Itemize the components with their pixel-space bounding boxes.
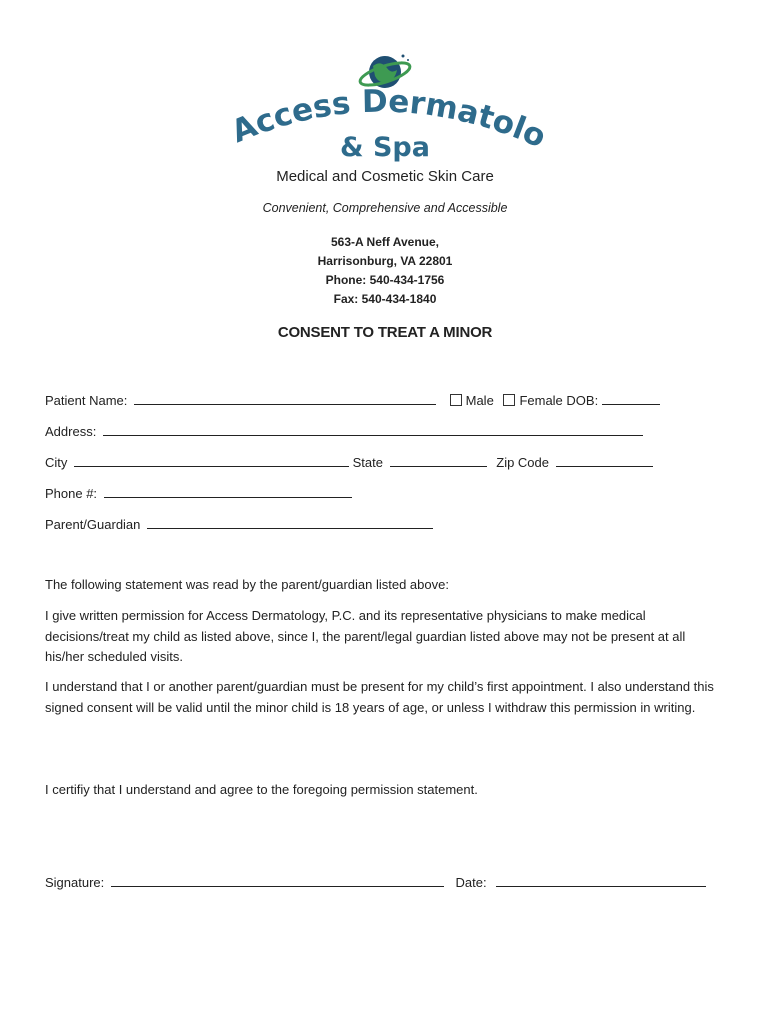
state-field[interactable] bbox=[390, 454, 487, 467]
logo-line2: & Spa bbox=[340, 132, 430, 163]
female-label: Female bbox=[519, 393, 563, 408]
address-label: Address: bbox=[45, 424, 97, 439]
city-field[interactable] bbox=[74, 454, 349, 467]
state-label: State bbox=[352, 455, 383, 470]
permission-paragraph: I give written permission for Access Dermatology, P.C. and its representative physicians to make medical decisions/treat my child as listed above, since I, the parent/legal guardian listed above may not be present at all his/her scheduled visits. bbox=[45, 608, 686, 664]
zip-label: Zip Code bbox=[496, 455, 549, 470]
parent-field[interactable] bbox=[147, 516, 433, 529]
signature-row bbox=[45, 874, 706, 890]
phone-label: Phone #: bbox=[45, 486, 98, 501]
certify-paragraph: I certifiy that I understand and agree to the foregoing permission statement. bbox=[45, 782, 478, 797]
signature-label: Signature: bbox=[45, 875, 105, 890]
dob-label: DOB: bbox=[566, 393, 599, 408]
date-label: Date: bbox=[455, 875, 487, 890]
address-line1: 563-A Neff Avenue, bbox=[330, 235, 440, 249]
date-field[interactable] bbox=[496, 874, 706, 887]
company-logo bbox=[225, 48, 555, 168]
zip-field[interactable] bbox=[556, 454, 653, 467]
address-block bbox=[0, 233, 770, 309]
phone-field[interactable] bbox=[104, 485, 352, 498]
logo-line1: Access Dermatolo bbox=[226, 83, 552, 156]
male-label: Male bbox=[465, 393, 494, 408]
patient-name-field[interactable] bbox=[134, 392, 436, 405]
fax-number: Fax: 540-434-1840 bbox=[333, 292, 437, 306]
patient-name-label: Patient Name: bbox=[45, 393, 128, 408]
phone-number: Phone: 540-434-1756 bbox=[325, 273, 445, 287]
phone-row bbox=[45, 485, 352, 501]
address-line2: Harrisonburg, VA 22801 bbox=[317, 254, 453, 268]
signature-field[interactable] bbox=[111, 874, 444, 887]
city-label: City bbox=[45, 455, 68, 470]
statement-intro: The following statement was read by the parent/guardian listed above: bbox=[45, 577, 449, 592]
address-row bbox=[45, 423, 643, 439]
understand-paragraph: I understand that I or another parent/guardian must be present for my child’s first appointment. I also understand this signed consent will be valid until the minor child is 18 years of age, or unless I withdraw this permission in writing. bbox=[45, 679, 714, 715]
address-field[interactable] bbox=[103, 423, 643, 436]
parent-label: Parent/Guardian bbox=[45, 517, 141, 532]
patient-name-row bbox=[45, 392, 660, 408]
form-title: CONSENT TO TREAT A MINOR bbox=[277, 324, 493, 341]
city-row bbox=[45, 454, 653, 470]
male-checkbox[interactable] bbox=[450, 394, 462, 406]
female-checkbox[interactable] bbox=[503, 394, 515, 406]
tagline: Medical and Cosmetic Skin Care bbox=[276, 168, 494, 185]
parent-row bbox=[45, 516, 433, 532]
dob-field[interactable] bbox=[602, 392, 660, 405]
subtitle: Convenient, Comprehensive and Accessible bbox=[262, 201, 508, 215]
